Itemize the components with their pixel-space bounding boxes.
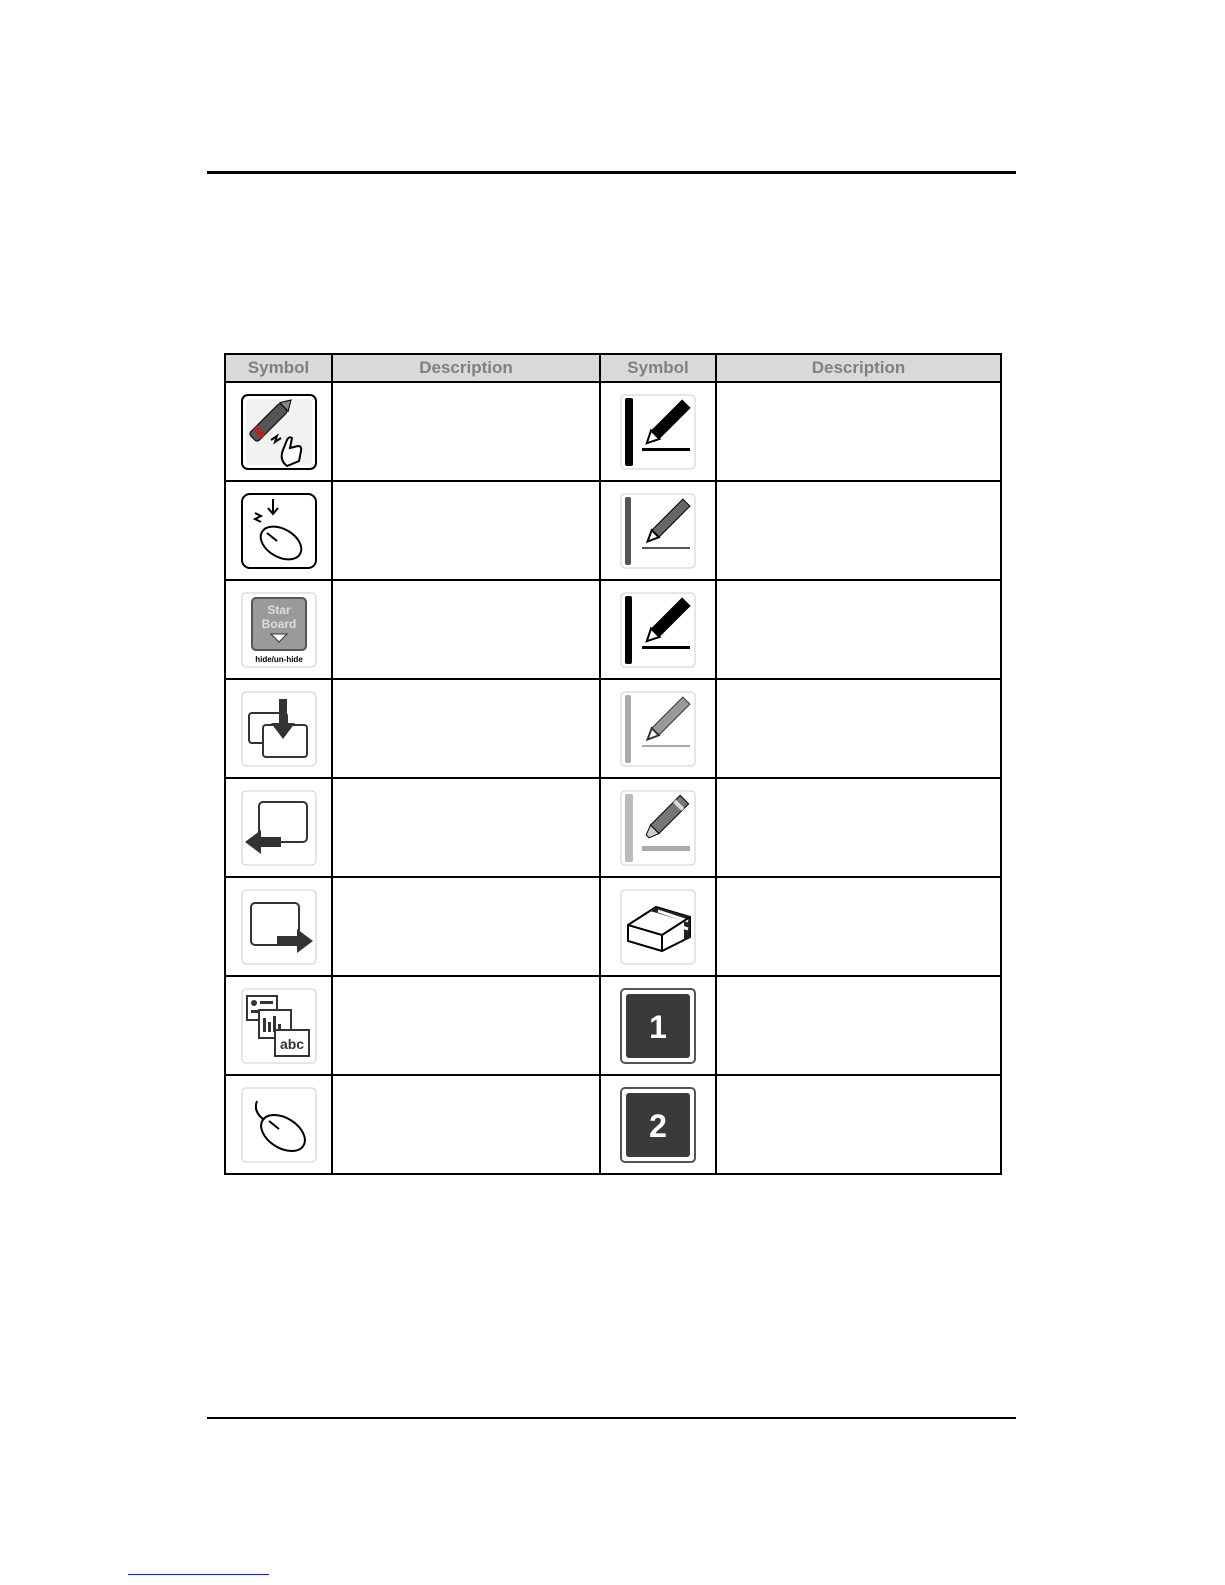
symbol-cell (600, 679, 716, 778)
description-cell (332, 679, 600, 778)
symbol-cell (600, 877, 716, 976)
description-cell (332, 877, 600, 976)
starboard-caption: hide/un-hide (254, 654, 303, 664)
capture-to-board-icon (241, 691, 317, 767)
description-cell (332, 382, 600, 481)
description-cell (716, 382, 1001, 481)
table-row (225, 778, 1001, 877)
pen-black-medium-icon (620, 592, 696, 668)
number-2-icon (620, 1087, 696, 1163)
header-symbol-right: Symbol (600, 354, 716, 382)
description-cell (716, 481, 1001, 580)
symbol-table (224, 353, 1002, 1175)
symbol-cell (225, 877, 332, 976)
description-cell (332, 580, 600, 679)
description-cell (332, 1075, 600, 1174)
pen-and-finger-icon (241, 394, 317, 470)
description-cell (716, 1075, 1001, 1174)
starboard-label-top: Star (266, 602, 291, 617)
pen-black-thick-icon (620, 394, 696, 470)
next-page-icon (241, 889, 317, 965)
eraser-icon (620, 889, 696, 965)
header-description-right: Description (716, 354, 1001, 382)
number-1-icon (620, 988, 696, 1064)
header-rule (207, 171, 1016, 174)
symbol-cell (225, 976, 332, 1075)
page-sorter-icon (241, 988, 317, 1064)
symbol-cell (225, 580, 332, 679)
description-cell (716, 679, 1001, 778)
symbol-cell (600, 778, 716, 877)
sorter-caption: abc (279, 1035, 304, 1052)
table-row (225, 580, 1001, 679)
description-cell (716, 976, 1001, 1075)
header-symbol-left: Symbol (225, 354, 332, 382)
starboard-hide-unhide-icon (241, 592, 317, 668)
table-row (225, 976, 1001, 1075)
symbol-cell (225, 481, 332, 580)
starboard-label-mid: Board (261, 616, 296, 631)
header-description-left: Description (332, 354, 600, 382)
table-header-row (225, 354, 1001, 382)
pen-gray-icon (620, 493, 696, 569)
description-cell (716, 778, 1001, 877)
symbol-cell (225, 382, 332, 481)
description-cell (332, 778, 600, 877)
symbol-cell (600, 1075, 716, 1174)
description-cell (332, 976, 600, 1075)
footer-rule (207, 1417, 1016, 1419)
description-cell (716, 877, 1001, 976)
description-cell (332, 481, 600, 580)
number-2-label: 2 (649, 1107, 667, 1144)
pen-light-gray-icon (620, 691, 696, 767)
table-row (225, 481, 1001, 580)
mouse-mode-icon (241, 1087, 317, 1163)
symbol-cell (225, 1075, 332, 1174)
symbol-cell (600, 976, 716, 1075)
description-cell (716, 580, 1001, 679)
table-row (225, 877, 1001, 976)
mouse-click-icon (241, 493, 317, 569)
symbol-cell (225, 778, 332, 877)
footer-link-underline[interactable] (128, 1574, 269, 1575)
symbol-cell (225, 679, 332, 778)
number-1-label: 1 (649, 1008, 667, 1045)
symbol-cell (600, 580, 716, 679)
table-row (225, 679, 1001, 778)
symbol-cell (600, 382, 716, 481)
previous-page-icon (241, 790, 317, 866)
symbol-cell (600, 481, 716, 580)
highlighter-icon (620, 790, 696, 866)
table-row (225, 382, 1001, 481)
table-row (225, 1075, 1001, 1174)
